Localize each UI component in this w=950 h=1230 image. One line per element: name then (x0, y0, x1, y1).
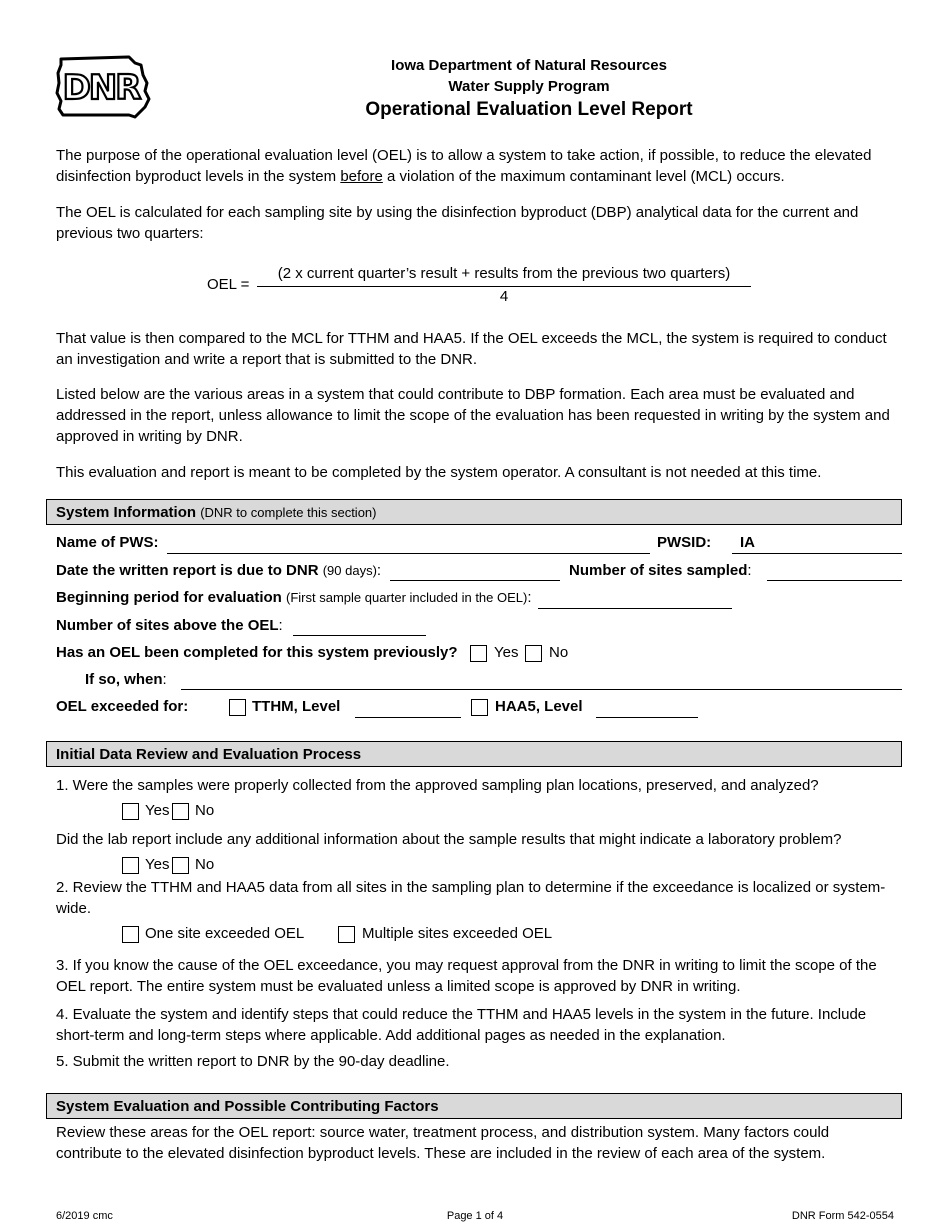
tthm-level-label: TTHM, Level (252, 698, 341, 715)
question-1b: Did the lab report include any additional information about the sample results that might indicate a laboratory problem? (56, 831, 842, 848)
program-name: Water Supply Program (448, 78, 610, 95)
q1-yes-label: Yes (145, 802, 170, 819)
q1b-yes-label: Yes (145, 856, 170, 873)
multiple-sites-checkbox[interactable] (338, 926, 355, 943)
footer-revision: 6/2019 cmc (56, 1210, 113, 1222)
q1b-no-checkbox[interactable] (172, 857, 189, 874)
initial-review-header: Initial Data Review and Evaluation Process (46, 741, 902, 767)
haa5-level-field[interactable] (596, 717, 698, 718)
pwsid-label: PWSID: (657, 534, 712, 551)
pwsid-field[interactable] (732, 553, 902, 554)
pws-name-field[interactable] (167, 553, 650, 554)
system-evaluation-text: Review these areas for the OEL report: source water, treatment process, and distribution system. Many factors could contribute to the elevated disinfection byproduct levels. These are included in the review of each area of the system. (56, 1124, 830, 1162)
svg-text:DNR: DNR (62, 68, 140, 108)
intro-paragraph-2: The OEL is calculated for each sampling site by using the disinfection byproduct (DBP) analytical data for the current and previous two quarters: (56, 204, 859, 242)
pws-name-label: Name of PWS: (56, 534, 159, 551)
when-label: If so, when: (85, 671, 167, 688)
beginning-period-label: Beginning period for evaluation (First sample quarter included in the OEL): (56, 589, 532, 606)
when-field[interactable] (181, 689, 902, 690)
question-4: 4. Evaluate the system and identify steps that could reduce the TTHM and HAA5 levels in the system in the future. Include short-term and long-term steps where applicable. Add additional pages as needed in the explanation. (56, 1006, 867, 1044)
beginning-period-field[interactable] (538, 608, 732, 609)
intro-paragraph-4: Listed below are the various areas in a system that could contribute to DBP formation. Each area must be evaluated and addressed in the report, unless allowance to limit the scope of the evaluation has been requested in writing by the system and approved in writing by DNR. (56, 386, 890, 445)
previous-no-checkbox[interactable] (525, 645, 542, 662)
formula-divider (257, 286, 751, 287)
previous-no-label: No (549, 644, 569, 661)
question-1: 1. Were the samples were properly collected from the approved sampling plan locations, preserved, and analyzed? (56, 777, 819, 794)
question-5: 5. Submit the written report to DNR by the 90-day deadline. (56, 1053, 450, 1070)
report-due-field[interactable] (390, 580, 560, 581)
oel-exceeded-label: OEL exceeded for: (56, 698, 189, 715)
previous-yes-label: Yes (494, 644, 519, 661)
q1b-yes-checkbox[interactable] (122, 857, 139, 874)
q1-no-label: No (195, 802, 215, 819)
q1-yes-checkbox[interactable] (122, 803, 139, 820)
previous-oel-label: Has an OEL been completed for this system previously? (56, 644, 458, 661)
pwsid-prefix: IA (740, 534, 755, 551)
one-site-label: One site exceeded OEL (145, 925, 305, 942)
tthm-level-field[interactable] (355, 717, 461, 718)
haa5-level-label: HAA5, Level (495, 698, 583, 715)
question-3: 3. If you know the cause of the OEL exceedance, you may request approval from the DNR in writing to limit the scope of the OEL report. The entire system must be evaluated unless a limited scope is approved by DNR in writing. (56, 957, 877, 995)
intro-paragraph-3: That value is then compared to the MCL for TTHM and HAA5. If the OEL exceeds the MCL, the system is required to conduct an investigation and write a report that is submitted to the DNR. (56, 330, 887, 368)
q1-no-checkbox[interactable] (172, 803, 189, 820)
previous-yes-checkbox[interactable] (470, 645, 487, 662)
intro-paragraph-1: The purpose of the operational evaluation level (OEL) is to allow a system to take action, if possible, to reduce the elevated disinfection byproduct levels in the system before a violation of the maximum contaminant level (MCL) occurs. (56, 147, 872, 185)
footer-form-number: DNR Form 542-0554 (791, 1210, 894, 1222)
system-info-header: System Information (DNR to complete this section) (46, 499, 902, 525)
tthm-checkbox[interactable] (229, 699, 246, 716)
q1b-no-label: No (195, 856, 215, 873)
formula-label: OEL = (207, 276, 250, 293)
report-due-label: Date the written report is due to DNR (90 days): (56, 562, 382, 579)
sites-sampled-field[interactable] (767, 580, 902, 581)
sites-sampled-label: Number of sites sampled: (569, 562, 752, 579)
footer-page-number: Page 1 of 4 (446, 1210, 504, 1222)
multiple-sites-label: Multiple sites exceeded OEL (362, 925, 553, 942)
system-evaluation-header: System Evaluation and Possible Contributing Factors (46, 1093, 902, 1119)
intro-paragraph-5: This evaluation and report is meant to be completed by the system operator. A consultant is not needed at this time. (56, 464, 822, 481)
formula-denominator: 4 (499, 288, 509, 305)
one-site-checkbox[interactable] (122, 926, 139, 943)
question-2: 2. Review the TTHM and HAA5 data from all sites in the sampling plan to determine if the exceedance is localized or system-wide. (56, 879, 886, 917)
haa5-checkbox[interactable] (471, 699, 488, 716)
form-title: Operational Evaluation Level Report (365, 99, 693, 120)
sites-above-oel-field[interactable] (293, 635, 426, 636)
sites-above-oel-label: Number of sites above the OEL: (56, 617, 283, 634)
formula-numerator: (2 x current quarter’s result + results from the previous two quarters) (277, 265, 731, 282)
department-name: Iowa Department of Natural Resources (391, 57, 667, 74)
